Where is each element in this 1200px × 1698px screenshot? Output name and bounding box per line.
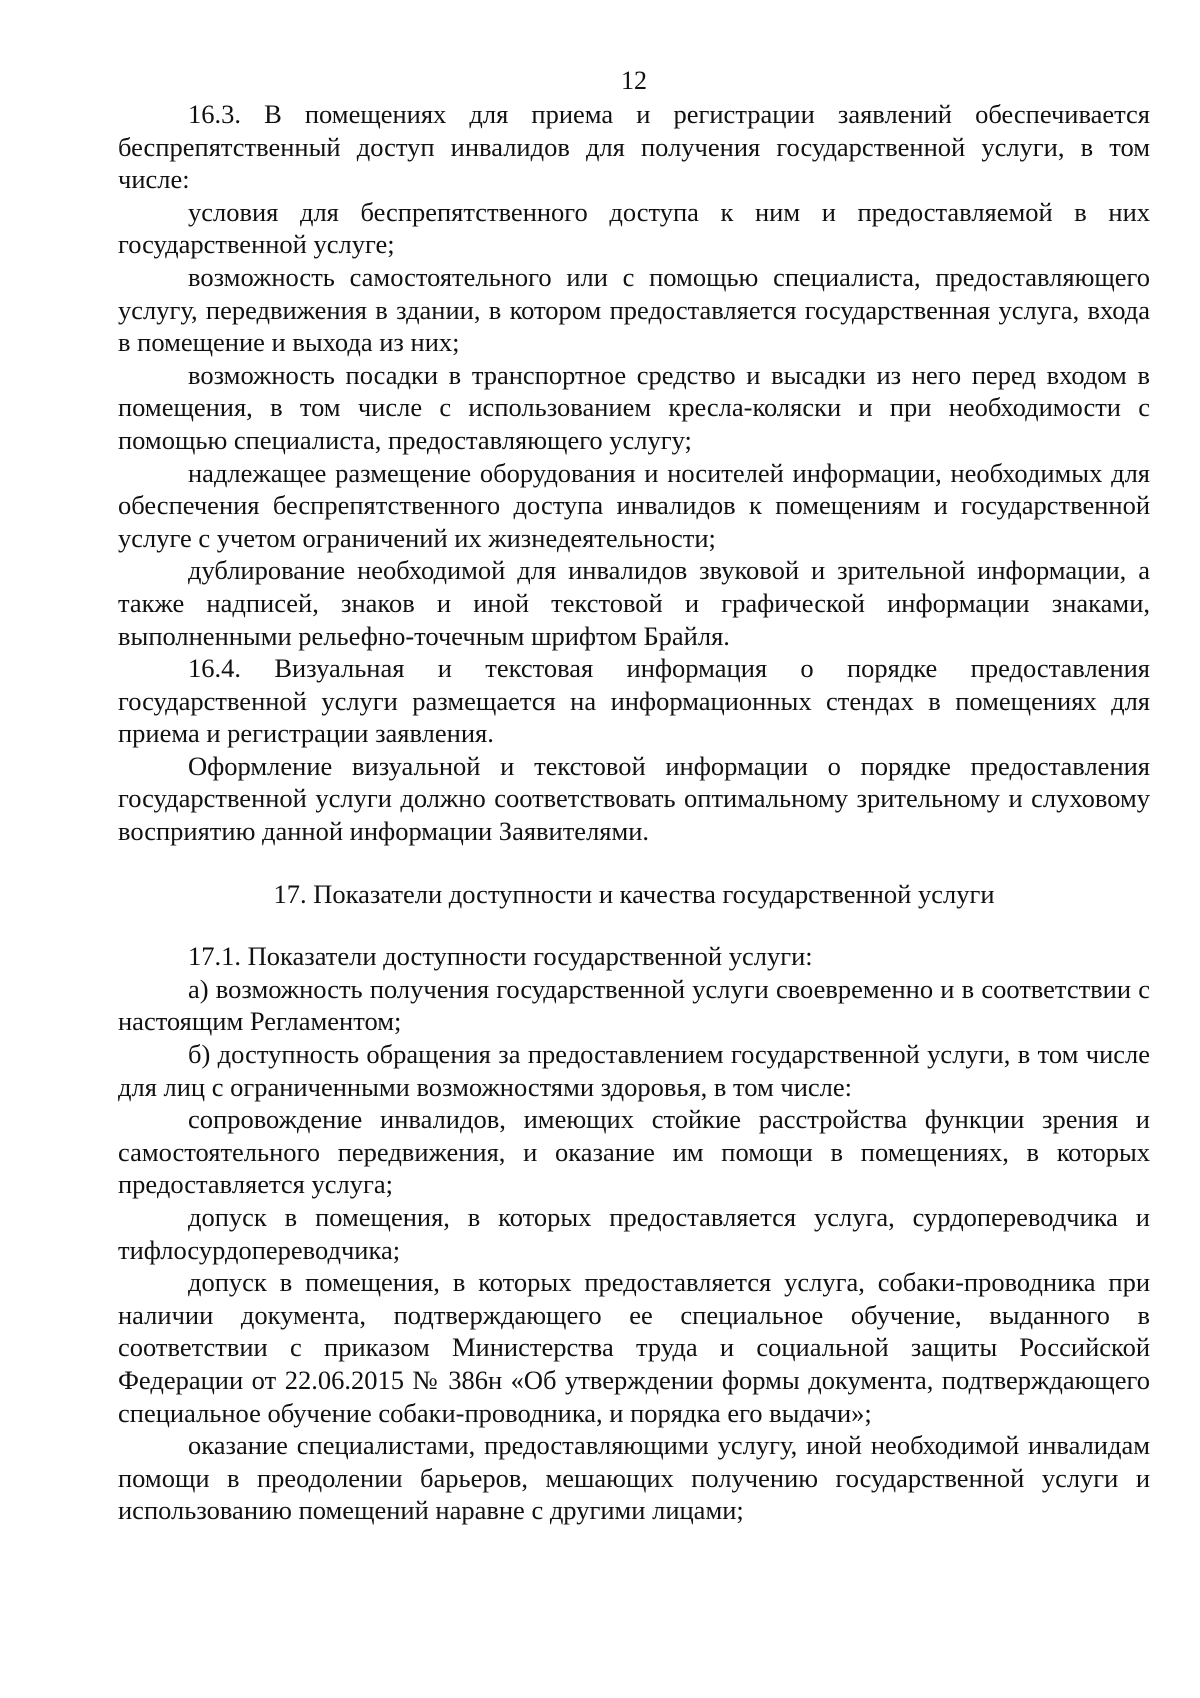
- paragraph-16-3: 16.3. В помещениях для приема и регистрации заявлений обеспечивается беспрепятственный доступ инвалидов для получения государственной услуги, в том числе:: [118, 99, 1150, 195]
- paragraph-17-1: 17.1. Показатели доступности государственной услуги:: [188, 941, 813, 972]
- paragraph-escort: сопровождение инвалидов, имеющих стойкие расстройства функции зрения и самостоятельного передвижения, и оказание им помощи в помещениях, в которых предоставляется услуга;: [118, 1104, 1150, 1200]
- paragraph-guide-dog: допуск в помещения, в которых предоставляется услуга, собаки-проводника при наличии документа, подтверждающего ее специальное обучение, выданного в соответствии с приказом Министерства труда и социальной защиты Российской Федерации от 22.06.2015 № 386н «Об утверждении формы документа, подтверждающего специальное обучение собаки-проводника, и порядка его выдачи»;: [118, 1267, 1150, 1428]
- paragraph-sign-interpreter: допуск в помещения, в которых предоставляется услуга, сурдопереводчика и тифлосурдопереводчика;: [118, 1202, 1150, 1265]
- paragraph-access-conditions: условия для беспрепятственного доступа к ним и предоставляемой в них государственной услуге;: [118, 196, 1150, 260]
- page-number: 12: [621, 66, 647, 95]
- paragraph-equipment-placement: надлежащее размещение оборудования и носителей информации, необходимых для обеспечения беспрепятственного доступа инвалидов к помещениям и государственной услуге с учетом ограничений их жизнедеятельности;: [118, 457, 1150, 553]
- paragraph-movement-in-building: возможность самостоятельного или с помощью специалиста, предоставляющего услугу, передвижения в здании, в котором предоставляется государственная услуга, входа в помещение и выхода из них;: [118, 261, 1150, 358]
- paragraph-16-4: 16.4. Визуальная и текстовая информация о порядке предоставления государственной услуги размещается на информационных стендах в помещениях для приема и регистрации заявления.: [118, 653, 1150, 749]
- paragraph-vehicle-boarding: возможность посадки в транспортное средство и высадки из него перед входом в помещения, в том числе с использованием кресла-коляски и при необходимости с помощью специалиста, предоставляющего услугу;: [118, 359, 1150, 455]
- paragraph-item-a: а) возможность получения государственной услуги своевременно и в соответствии с настоящим Регламентом;: [118, 973, 1150, 1037]
- paragraph-info-design: Оформление визуальной и текстовой информации о порядке предоставления государственной услуги должно соответствовать оптимальному зрительному и слуховому восприятию данной информации Заявителями.: [118, 750, 1150, 847]
- document-page: [118, 66, 1150, 1527]
- section-heading-17: 17. Показатели доступности и качества государственной услуги: [273, 878, 995, 909]
- paragraph-barrier-help: оказание специалистами, предоставляющими услугу, иной необходимой инвалидам помощи в преодолении барьеров, мешающих получению государственной услуги и использованию помещений наравне с другими лицами;: [118, 1430, 1150, 1526]
- paragraph-braille-duplication: дублирование необходимой для инвалидов звуковой и зрительной информации, а также надписей, знаков и иной текстовой и графической информации знаками, выполненными рельефно-точечным шрифтом Брайля.: [118, 555, 1150, 651]
- paragraph-item-b: б) доступность обращения за предоставлением государственной услуги, в том числе для лиц с ограниченными возможностями здоровья, в том числе:: [118, 1039, 1150, 1102]
